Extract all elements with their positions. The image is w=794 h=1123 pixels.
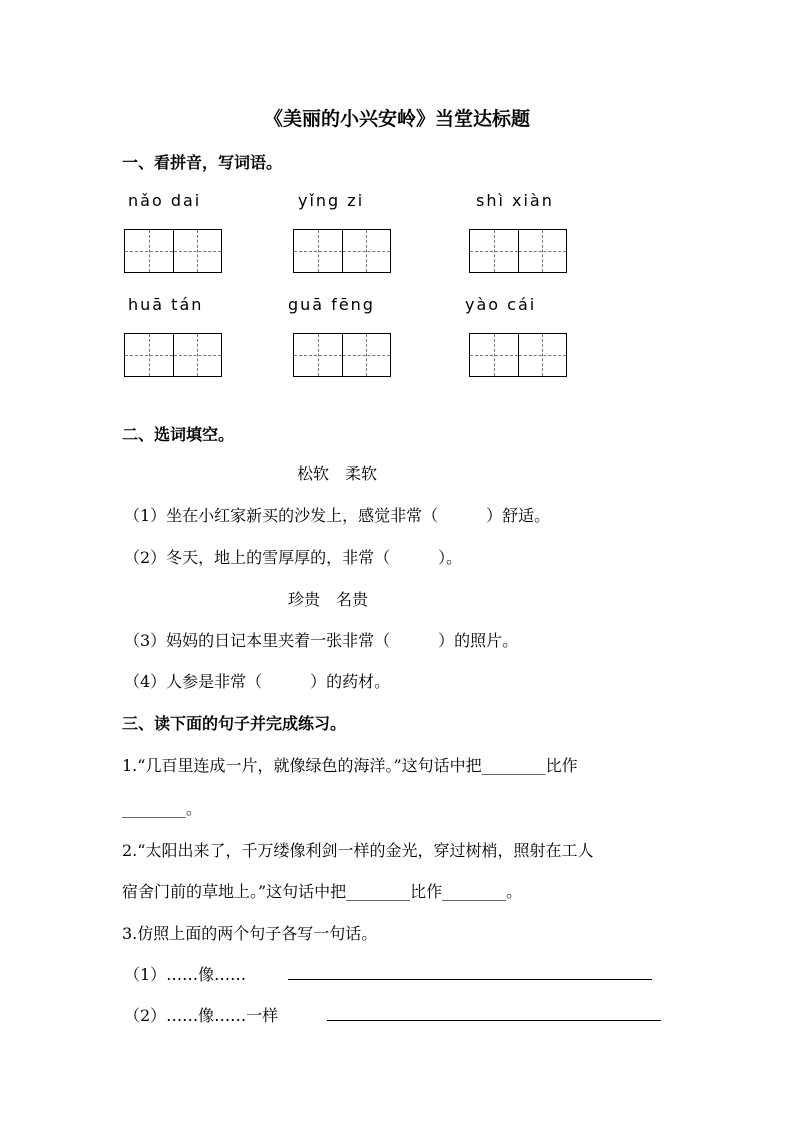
pinyin-label: nǎo dai [128,191,202,210]
pinyin-label: shì xiàn [476,191,554,210]
question-line: 3.仿照上面的两个句子各写一句话。 [122,924,378,943]
imitation-prompt: （2）……像……一样 [124,1006,279,1025]
pinyin-label: yǐng zi [298,191,365,210]
pinyin-label: yào cái [465,295,537,314]
question-line: ________。 [122,799,203,818]
word-choices: 松软 柔软 [297,464,378,483]
writing-grid[interactable] [469,333,567,377]
writing-grid[interactable] [124,229,222,273]
page-title: 《美丽的小兴安岭》当堂达标题 [263,108,530,130]
section-2-heading: 二、选词填空。 [122,425,235,444]
imitation-prompt: （1）……像…… [124,965,247,984]
word-choices: 珍贵 名贵 [288,590,369,609]
writing-grid[interactable] [293,229,391,273]
answer-line[interactable] [327,1020,661,1021]
answer-line[interactable] [288,979,652,980]
writing-grid[interactable] [293,333,391,377]
fill-blank-question: （3）妈妈的日记本里夹着一张非常（ ）的照片。 [124,631,519,650]
section-3-heading: 三、读下面的句子并完成练习。 [122,714,347,733]
pinyin-label: huā tán [128,295,204,314]
pinyin-label: guā fēng [288,295,375,314]
writing-grid[interactable] [469,229,567,273]
section-1-heading: 一、看拼音，写词语。 [122,153,283,172]
question-line: 1.“几百里连成一片，就像绿色的海洋。”这句话中把________比作 [122,756,578,775]
question-line: 宿舍门前的草地上。”这句话中把________比作________。 [122,882,523,901]
writing-grid[interactable] [124,333,222,377]
fill-blank-question: （1）坐在小红家新买的沙发上，感觉非常（ ）舒适。 [124,506,551,525]
fill-blank-question: （2）冬天，地上的雪厚厚的，非常（ ）。 [124,548,463,567]
fill-blank-question: （4）人参是非常（ ）的药材。 [124,672,391,691]
question-line: 2.“太阳出来了，千万缕像利剑一样的金光，穿过树梢，照射在工人 [122,841,594,860]
